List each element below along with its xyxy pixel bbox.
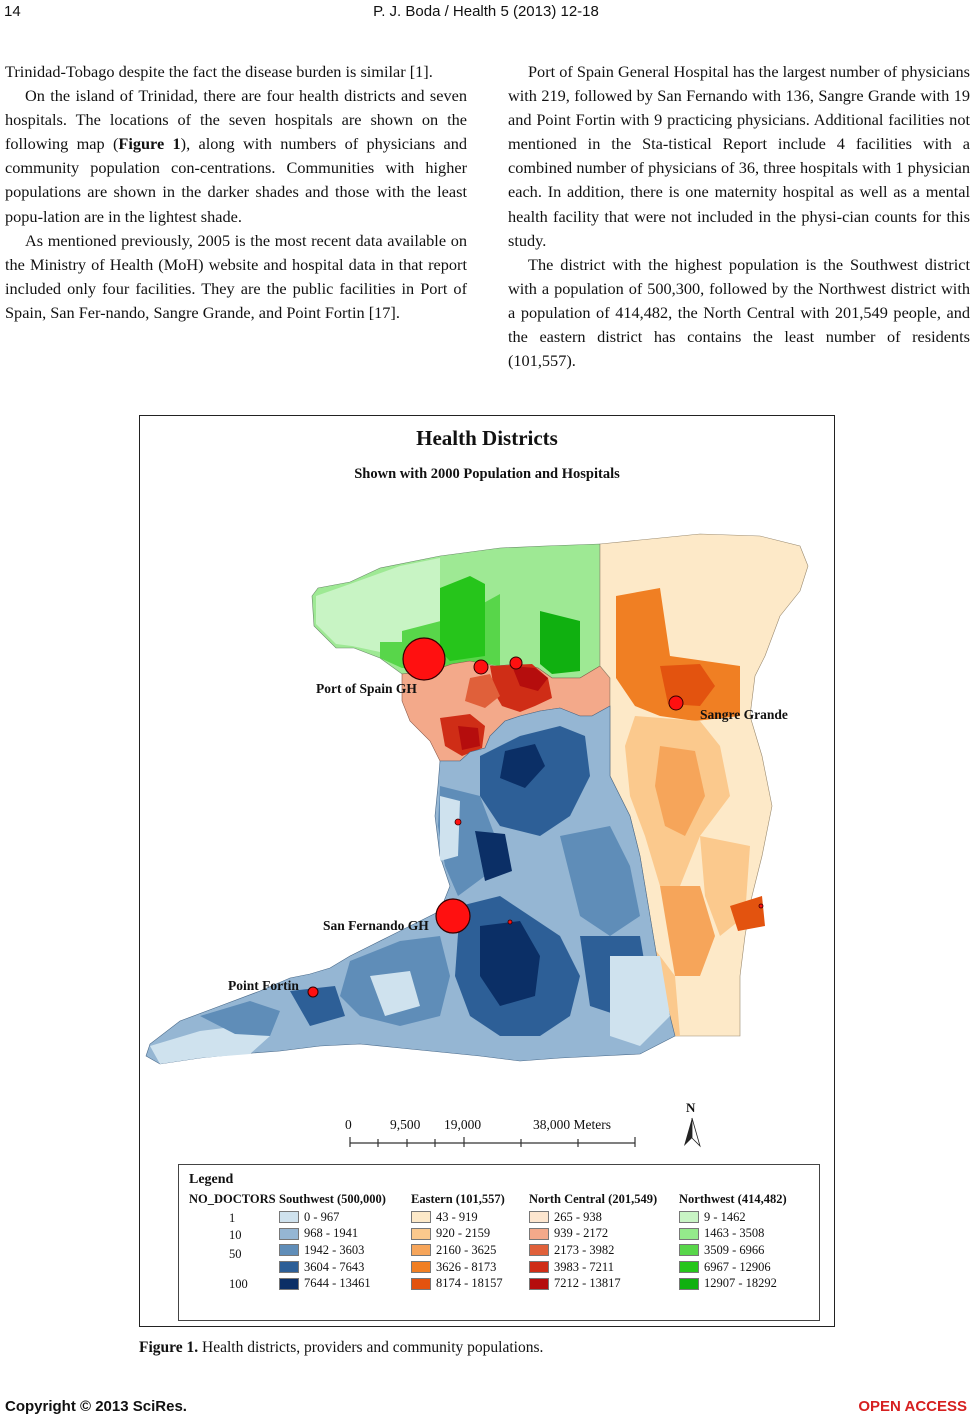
left-paragraph-2 [5, 84, 467, 229]
figure-reference-link[interactable]: Figure 1 [118, 134, 181, 154]
hospital-other-2 [510, 657, 522, 669]
legend-entry: 0 - 967 [279, 1209, 386, 1226]
right-paragraph-2: The district with the highest population is the Southwest district with a population of 500,300, followed by the Northwest district with a population of 414,482, the North Central with 201,549 people, and the eastern district has contains the least number of residents (101,557). [508, 254, 970, 371]
legend-entry: 3626 - 8173 [411, 1259, 505, 1276]
legend-entry: 7644 - 13461 [279, 1275, 386, 1292]
legend-doctors-header [189, 1192, 276, 1209]
caption-text: Health districts, providers and community populations. [198, 1339, 544, 1356]
label-point-fortin: Point Fortin [228, 978, 299, 993]
footer-copyright: Copyright © 2013 SciRes. [5, 1398, 187, 1415]
legend-entry: 6967 - 12906 [679, 1259, 787, 1276]
map-title: Health Districts [416, 426, 558, 450]
north-label: N [686, 1100, 696, 1115]
hospital-sangre-grande [669, 696, 683, 710]
legend-entry: 968 - 1941 [279, 1226, 386, 1243]
legend-eastern [411, 1192, 505, 1292]
figure-caption [139, 1339, 543, 1357]
legend-title: Legend [189, 1172, 234, 1187]
left-paragraph-3: As mentioned previously, 2005 is the most recent data available on the Ministry of Health (MoH) website and hospital data in that report included only four facilities. They are the public facilities in Port of Spain, San Fer-nando, Sangre Grande, and Point Fortin [17]. [5, 230, 467, 322]
figure-1-map [139, 415, 835, 1327]
hospital-san-fernando [436, 899, 470, 933]
legend-entry: 7212 - 13817 [529, 1275, 657, 1292]
hospital-other-5 [759, 904, 763, 908]
legend-entry: 3509 - 6966 [679, 1242, 787, 1259]
hospital-port-of-spain [403, 638, 445, 680]
legend-northwest-header: Northwest (414,482) [679, 1192, 787, 1206]
legend-north-central [529, 1192, 657, 1292]
legend-entry: 920 - 2159 [411, 1226, 505, 1243]
legend-entry: 3983 - 7211 [529, 1259, 657, 1276]
legend-north-central-header: North Central (201,549) [529, 1192, 658, 1206]
legend-entry: 1942 - 3603 [279, 1242, 386, 1259]
page-number: 14 [4, 3, 21, 20]
legend-entry: 12907 - 18292 [679, 1275, 787, 1292]
legend-eastern-header: Eastern (101,557) [411, 1192, 505, 1206]
legend-doctor-50-label: 50 [229, 1247, 242, 1261]
right-column [508, 60, 970, 373]
legend-entry: 43 - 919 [411, 1209, 505, 1226]
label-port-of-spain: Port of Spain GH [316, 681, 417, 696]
map-legend [178, 1164, 820, 1321]
scale-label-38000: 38,000 Meters [533, 1117, 611, 1132]
scale-label-0: 0 [345, 1117, 352, 1132]
hospital-other-1 [474, 660, 488, 674]
legend-entry: 2160 - 3625 [411, 1242, 505, 1259]
legend-northwest [679, 1192, 787, 1292]
label-san-fernando: San Fernando GH [323, 918, 429, 933]
map-subtitle: Shown with 2000 Population and Hospitals [354, 466, 620, 482]
left-column [5, 60, 467, 325]
scale-label-19000: 19,000 [444, 1117, 482, 1132]
legend-doctor-10-label: 10 [229, 1228, 242, 1242]
label-sangre-grande: Sangre Grande [700, 707, 788, 722]
north-arrow-icon [684, 1118, 700, 1146]
running-title: P. J. Boda / Health 5 (2013) 12-18 [373, 3, 599, 20]
left-paragraph-1: Trinidad-Tobago despite the fact the disease burden is similar [1]. [5, 62, 433, 81]
scale-bar [350, 1137, 635, 1147]
hospital-other-3 [455, 819, 461, 825]
left-paragraph-2-text-b: ), along with numbers of physicians and community population con-centrations. Communities with higher populations are shown in the darker shades and those with the least popu-lation are in the lightest shade. [5, 134, 468, 226]
caption-label: Figure 1. [139, 1339, 199, 1356]
legend-entry: 265 - 938 [529, 1209, 657, 1226]
hospital-other-4 [508, 920, 512, 924]
legend-southwest [279, 1192, 386, 1292]
legend-doctor-1-label: 1 [229, 1211, 236, 1225]
legend-entry: 9 - 1462 [679, 1209, 787, 1226]
legend-entry: 3604 - 7643 [279, 1259, 386, 1276]
hospital-point-fortin [308, 987, 318, 997]
legend-entry: 8174 - 18157 [411, 1275, 505, 1292]
legend-southwest-header: Southwest (500,000) [279, 1192, 386, 1206]
footer-open-access: OPEN ACCESS [858, 1398, 967, 1415]
legend-entry: 939 - 2172 [529, 1226, 657, 1243]
scale-label-9500: 9,500 [390, 1117, 421, 1132]
right-paragraph-1: Port of Spain General Hospital has the largest number of physicians with 219, followed by San Fernando with 136, Sangre Grande with 19 and Point Fortin with 9 practicing physicians. Additional facilities not mentioned in the Sta-tistical Report include 4 facilities with a combined number of physicians of 36, three hospitals with 1 physician each. In addition, there is one maternity hospital as well as a mental health facility that were not included in the physi-cian counts for this study. [508, 62, 970, 250]
left-paragraph-2-text-a: On the island of Trinidad, there are four health districts and seven hospitals. The locations of the seven hospitals are shown on the following map ( [5, 86, 467, 154]
legend-entry: 1463 - 3508 [679, 1226, 787, 1243]
legend-entry: 2173 - 3982 [529, 1242, 657, 1259]
legend-doctor-100-label: 100 [229, 1277, 248, 1291]
doctors-header: NO_DOCTORS [189, 1192, 276, 1206]
